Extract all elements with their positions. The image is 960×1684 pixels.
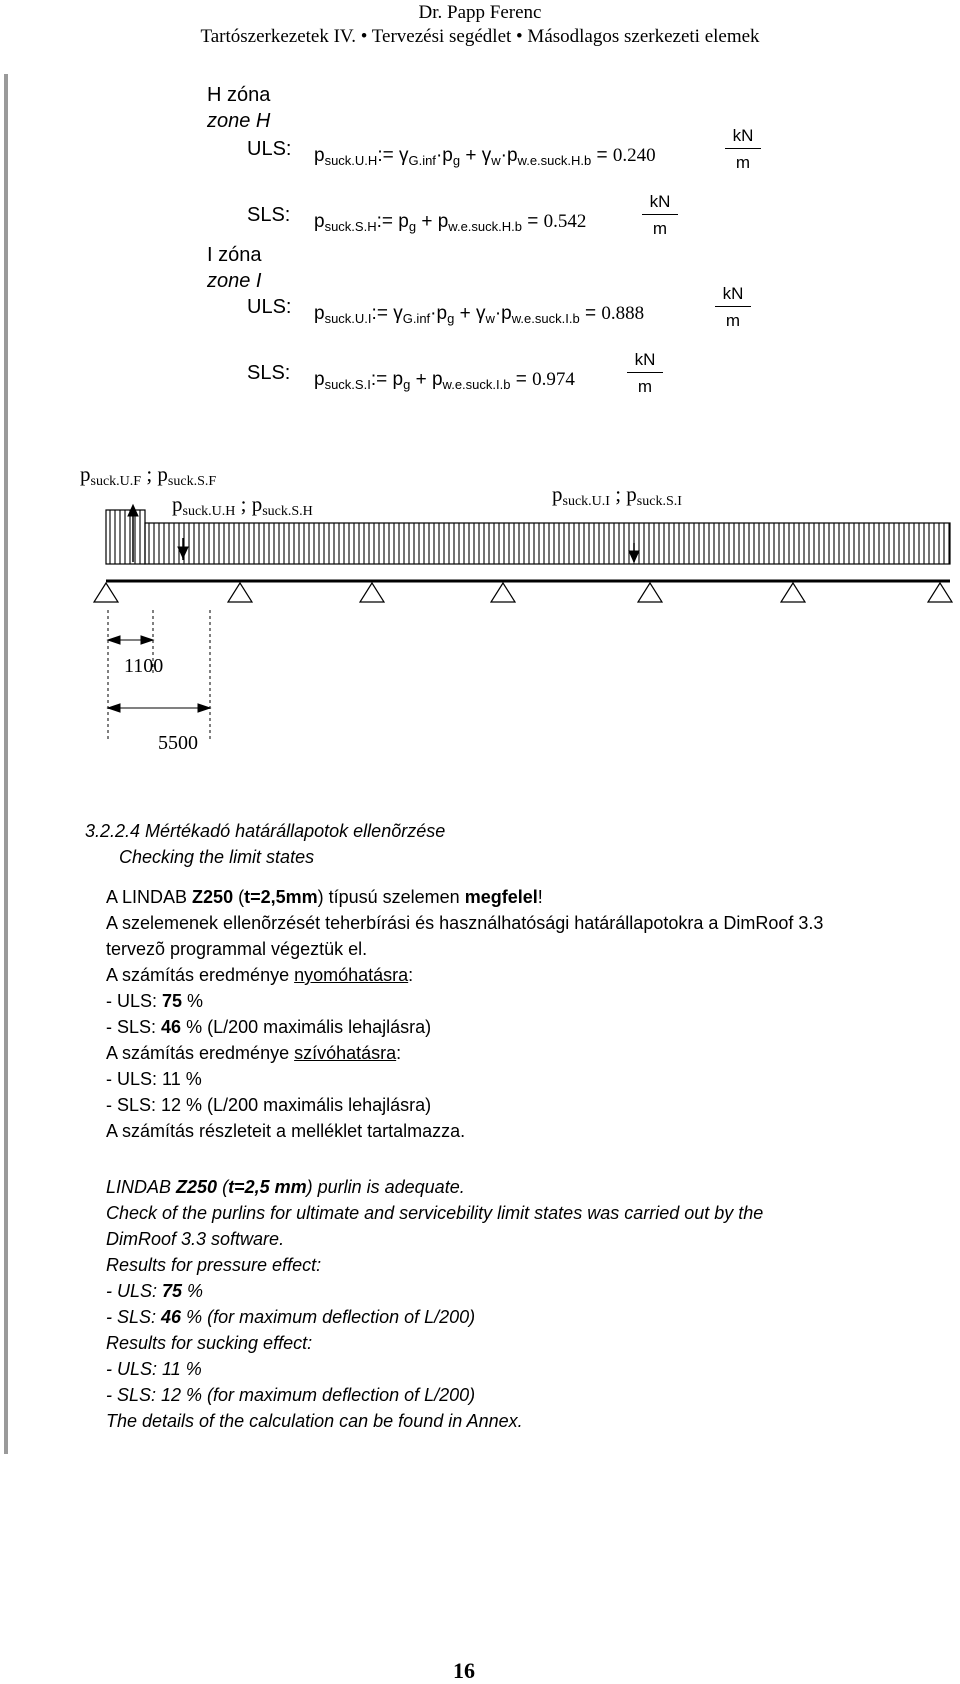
formula-uls-h: $p_{suck.U.H}:= \gamma_{G.inf}\cdot p_g + \gamma_w\cdot p_{w.e.suck.H.b} = 0.240$ [314,145,656,168]
sls-label-h: SLS: [247,204,291,226]
unit-sls-h: kN m [642,192,678,239]
dimension-5500: 5500 [158,732,198,754]
margin-bar [4,74,8,1454]
zone-h-label-en: zone H [207,110,271,132]
header-author: Dr. Papp Ferenc [418,2,542,23]
zone-h-label: H zóna [207,84,271,106]
load-label-h: $p_{suck.U.H}$ ; $p_{suck.S.H}$ [172,492,313,519]
load-label-i: $p_{suck.U.I}$ ; $p_{suck.S.I}$ [552,482,682,509]
unit-uls-i: kN m [715,284,751,331]
hungarian-text: A LINDAB Z250 (t=2,5mm) típusú szelemen megfelel! A szelemenek ellenõrzését teherbírási és használhatósági határállapotokra a DimRoof 3.3 tervezõ programmal végeztük el. A számítás eredménye nyomóhatásra: - ULS: 75 % - SLS: 46 % (L/200 maximális lehajlásra) A számítás eredménye szívóhatásra: - ULS: 11 % - SLS: 12 % (L/200 maximális lehajlásra) A számítás részleteit a melléklet tartalmazza. [106,887,824,1141]
header-subtitle: Tartószerkezetek IV. • Tervezési segédlet • Másodlagos szerkezeti elemek [200,26,760,47]
supports [94,583,952,602]
load-label-f: $p_{suck.U.F}$ ; $p_{suck.S.F}$ [80,462,217,489]
dimension-1100: 1100 [124,655,164,677]
uls-label-i: ULS: [247,296,292,318]
sls-label-i: SLS: [247,362,291,384]
unit-sls-i: kN m [627,350,663,397]
formula-sls-h: $p_{suck.S.H}:= p_g + p_{w.e.suck.H.b} = 0.542$ [314,211,587,234]
page-number: 16 [453,1658,475,1683]
zone-i-label: I zóna [207,244,262,266]
load-hatching [110,510,949,564]
formula-uls-i: $p_{suck.U.I}:= \gamma_{G.inf}\cdot p_g + \gamma_w\cdot p_{w.e.suck.I.b} = 0.888$ [314,303,645,326]
beam-diagram [0,500,960,750]
zone-i-label-en: zone I [207,270,262,292]
unit-uls-h: kN m [725,126,761,173]
formula-sls-i: $p_{suck.S.I}:= p_g + p_{w.e.suck.I.b} = 0.974$ [314,369,575,392]
english-text: LINDAB Z250 (t=2,5 mm) purlin is adequate. Check of the purlins for ultimate and servicebility limit states was carried out by the DimRoof 3.3 software. Results for pressure effect: - ULS: 75 % - SLS: 46 % (for maximum deflection of L/200) Results for sucking effect: - ULS: 11 % - SLS: 12 % (for maximum deflection of L/200) The details of the calculation can be found in Annex. [106,1177,764,1431]
uls-label-h: ULS: [247,138,292,160]
section-heading: 3.2.2.4 Mértékadó határállapotok ellenõrzése [85,821,446,841]
load-block-outlines [106,510,950,564]
section-heading-en: Checking the limit states [119,847,315,867]
